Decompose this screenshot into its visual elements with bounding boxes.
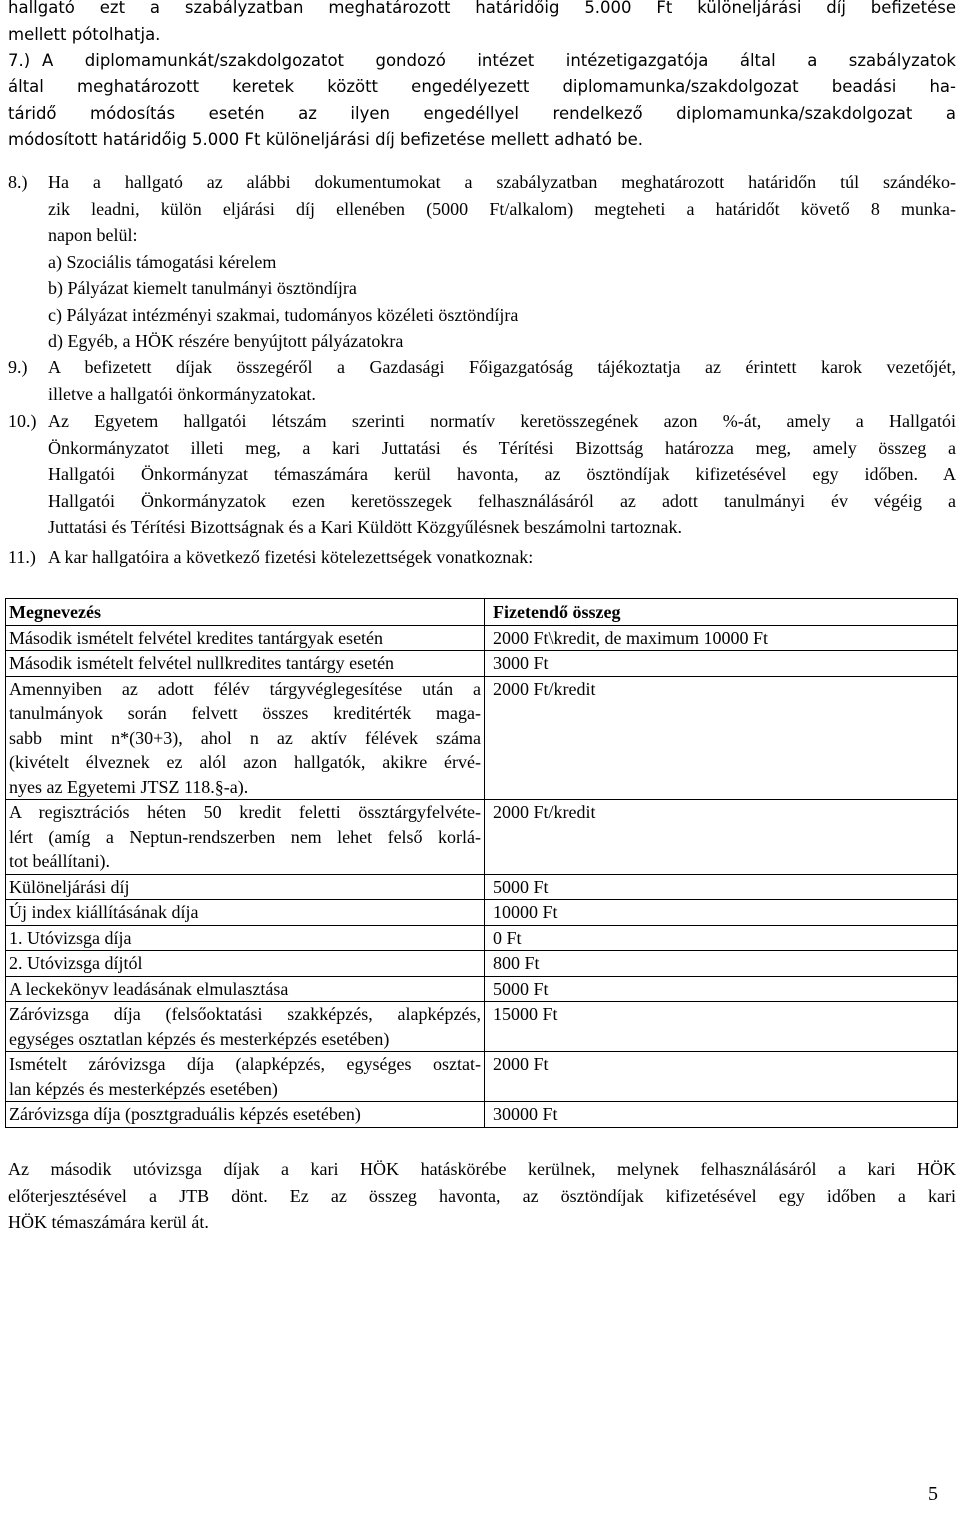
fee-table: [5, 598, 958, 1128]
item-7-line-3: táridő módosítás esetén az ilyen engedéllyel rendelkező diplomamunka/szakdolgozat a: [8, 103, 956, 123]
item-7-body: [8, 74, 956, 154]
item-7-line-1: A diplomamunkát/szakdolgozatot gondozó intézet intézetigazgatója által a szabályzatok: [42, 51, 956, 70]
item-9-line-1: A befizetett díjak összegéről a Gazdasági Főigazgatóság tájékoztatja az érintett karok vezetőjét,: [48, 357, 956, 377]
fee-name-cell: [6, 925, 485, 951]
fee-name-line: 1. Utóvizsga díja: [9, 927, 132, 948]
intro-line-1: hallgató ezt a szabályzatban meghatározott határidőig 5.000 Ft különeljárási díj befizetése: [8, 0, 956, 17]
fee-name-cell: [6, 676, 485, 800]
fee-name-cell: [6, 800, 485, 875]
fee-name-cell: [6, 874, 485, 900]
item-7-text: [42, 48, 956, 75]
fee-name-cell: [6, 951, 485, 977]
page-number: 5: [928, 1483, 938, 1505]
item-10-line-1: Az Egyetem hallgatói létszám szerinti normatív keretösszegének azon %-át, amely a Hallgatói: [48, 411, 956, 431]
item-9-number: 9.): [8, 357, 28, 377]
item-8-line-3: napon belül:: [48, 225, 138, 245]
intro-line-2: mellett pótolhatja.: [8, 24, 161, 44]
item-9-line-2: illetve a hallgatói önkormányzatokat.: [48, 383, 316, 404]
fee-amount-cell: 5000 Ft: [485, 874, 958, 900]
item-10-line-3: Hallgatói Önkormányzat témaszámára kerül havonta, az ösztöndíjak kifizetésével egy időben. A: [48, 464, 956, 484]
fee-amount-cell: 5000 Ft: [485, 976, 958, 1002]
fee-name-line: Új index kiállításának díja: [9, 902, 199, 922]
table-row: [6, 1002, 958, 1052]
fee-name-line: egységes osztatlan képzés és mesterképzés esetében): [9, 1028, 390, 1049]
fee-table-header-amount: Fizetendő összeg: [485, 599, 958, 626]
item-10-text: [48, 408, 956, 541]
fee-name-line: lan képzés és mesterképzés esetében): [9, 1078, 278, 1099]
closing-line-1: Az második utóvizsga díjak a kari HÖK hatáskörébe kerülnek, melynek felhasználásáról a kari HÖK: [8, 1159, 956, 1179]
fee-name-line: A regisztrációs héten 50 kredit feletti össztárgyfelvéte-: [9, 802, 481, 822]
item-8-line-2: zik leadni, külön eljárási díj ellenében (5000 Ft/alkalom) megteheti a határidőt követő 8 munka-: [48, 198, 956, 219]
item-8-list-a: a) Szociális támogatási kérelem: [48, 251, 277, 272]
fee-name-line: Különeljárási díj: [9, 876, 130, 897]
item-8-list-b: b) Pályázat kiemelt tanulmányi ösztöndíjra: [48, 278, 357, 298]
table-row: [6, 976, 958, 1002]
table-row: [6, 800, 958, 875]
fee-amount-cell: 3000 Ft: [485, 651, 958, 677]
fee-amount-cell: 10000 Ft: [485, 900, 958, 926]
fee-name-cell: [6, 1002, 485, 1052]
fee-name-line: Záróvizsga díja (felsőoktatási szakképzés, alapképzés,: [9, 1004, 481, 1024]
table-row: [6, 900, 958, 926]
fee-amount-cell: 2000 Ft/kredit: [485, 676, 958, 800]
fee-name-line: Ismételt záróvizsga díja (alapképzés, egységes osztat-: [9, 1054, 481, 1074]
item-7-line-2: által meghatározott keretek között engedélyezett diplomamunka/szakdolgozat beadási ha-: [8, 77, 956, 96]
fee-name-line: tanulmányok során felvett összes kreditérték maga-: [9, 703, 481, 723]
table-row: [6, 676, 958, 800]
item-10-line-5: Juttatási és Térítési Bizottságnak és a Kari Küldött Közgyűlésnek beszámolni tartoznak.: [48, 517, 682, 537]
item-10-number: 10.): [8, 411, 37, 431]
fee-name-line: Második ismételt felvétel kredites tantárgyak esetén: [9, 627, 384, 648]
fee-table-header-name: Megnevezés: [6, 599, 485, 626]
fee-name-line: Záróvizsga díja (posztgraduális képzés esetében): [9, 1104, 361, 1124]
item-7-number: 7.): [8, 51, 31, 70]
fee-amount-cell: 800 Ft: [485, 951, 958, 977]
table-row: [6, 625, 958, 651]
closing-line-3: HÖK témaszámára kerül át.: [8, 1212, 209, 1232]
fee-name-line: tot beállítani).: [9, 851, 110, 871]
fee-amount-cell: 0 Ft: [485, 925, 958, 951]
table-row: [6, 874, 958, 900]
fee-name-line: A leckekönyv leadásának elmulasztása: [9, 978, 289, 999]
fee-amount-cell: 30000 Ft: [485, 1102, 958, 1128]
table-row: [6, 1102, 958, 1128]
fee-amount-cell: 2000 Ft/kredit: [485, 800, 958, 875]
fee-name-cell: [6, 1052, 485, 1102]
item-11-number: 11.): [8, 547, 36, 567]
table-row: [6, 951, 958, 977]
item-8-number: 8.): [8, 172, 28, 192]
item-8-text: [48, 169, 956, 355]
item-8-line-1: Ha a hallgató az alábbi dokumentumokat a szabályzatban meghatározott határidőn túl szándéko-: [48, 172, 956, 192]
fee-name-cell: [6, 625, 485, 651]
fee-name-cell: [6, 976, 485, 1002]
fee-amount-cell: 15000 Ft: [485, 1002, 958, 1052]
item-7-line-4: módosított határidőig 5.000 Ft különeljárási díj befizetése mellett adható be.: [8, 130, 644, 149]
fee-name-line: Második ismételt felvétel nullkredites tantárgy esetén: [9, 653, 395, 673]
fee-name-line: Amennyiben az adott félév tárgyvéglegesítése után a: [9, 678, 481, 699]
fee-table-header-row: [6, 599, 958, 626]
fee-name-cell: [6, 900, 485, 926]
fee-amount-cell: 2000 Ft: [485, 1052, 958, 1102]
fee-amount-cell: 2000 Ft\kredit, de maximum 10000 Ft: [485, 625, 958, 651]
item-10-line-2: Önkormányzatot illeti meg, a kari Juttatási és Térítési Bizottság határozza meg, amely összeg a: [48, 437, 956, 458]
table-row: [6, 925, 958, 951]
fee-name-cell: [6, 1102, 485, 1128]
closing-paragraph: [8, 1156, 956, 1236]
item-8-list-d: d) Egyéb, a HÖK részére benyújtott pályázatokra: [48, 331, 404, 351]
fee-name-line: 2. Utóvizsga díjtól: [9, 953, 143, 973]
item-11-text: A kar hallgatóira a következő fizetési kötelezettségek vonatkoznak:: [48, 547, 534, 567]
item-9-text: [48, 354, 956, 407]
fee-name-line: (kivételt élveznek ez alól azon hallgatók, akikre érvé-: [9, 752, 481, 772]
item-10-line-4: Hallgatói Önkormányzatok ezen keretösszegek felhasználásáról az adott tanulmányi év végéig a: [48, 490, 956, 511]
fee-name-cell: [6, 651, 485, 677]
item-8-list-c: c) Pályázat intézményi szakmai, tudományos közéleti ösztöndíjra: [48, 304, 519, 325]
fee-name-line: sabb mint n*(30+3), ahol n az aktív félévek száma: [9, 727, 481, 748]
fee-name-line: nyes az Egyetemi JTSZ 118.§-a).: [9, 776, 249, 797]
fee-name-line: lért (amíg a Neptun-rendszerben nem lehet felső korlá-: [9, 826, 481, 847]
table-row: [6, 1052, 958, 1102]
table-row: [6, 651, 958, 677]
intro-paragraph: [8, 0, 956, 48]
closing-line-2: előterjesztésével a JTB dönt. Ez az összeg havonta, az ösztöndíjak kifizetésével egy időben a kari: [8, 1185, 956, 1206]
